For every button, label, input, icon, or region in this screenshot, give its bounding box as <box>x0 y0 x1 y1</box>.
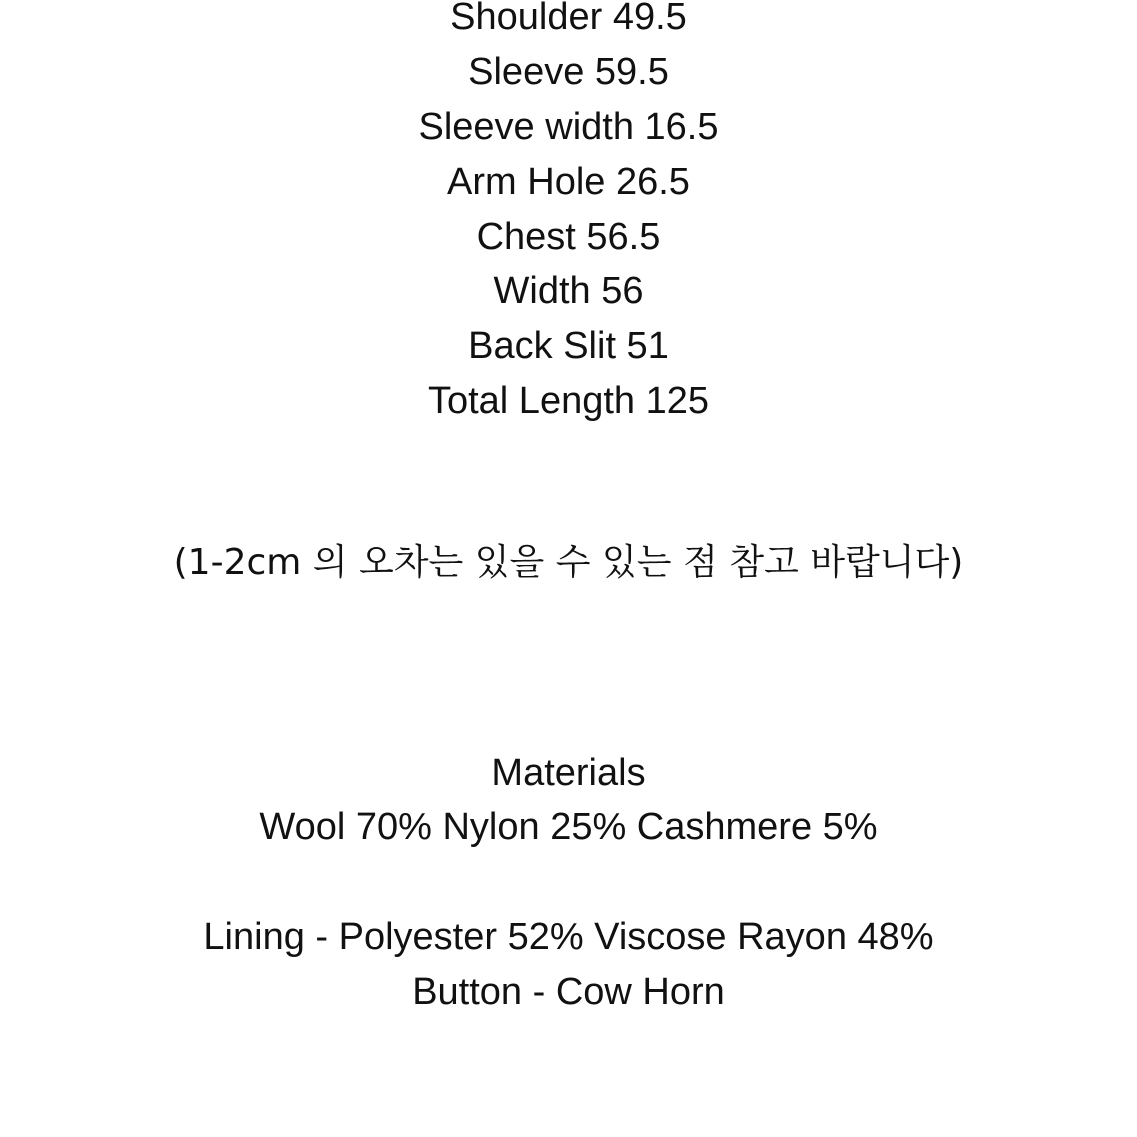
measurement-total-length: Total Length 125 <box>427 380 709 422</box>
measurement-chest: Chest 56.5 <box>476 216 661 258</box>
measurement-sleeve-width: Sleeve width 16.5 <box>418 106 719 148</box>
measurement-width: Width 56 <box>493 270 644 312</box>
materials-fabric: Wool 70% Nylon 25% Cashmere 5% <box>259 806 878 848</box>
measurement-back-slit: Back Slit 51 <box>468 325 669 367</box>
measurement-sleeve: Sleeve 59.5 <box>468 51 669 93</box>
materials-button: Button - Cow Horn <box>412 971 725 1013</box>
materials-heading: Materials <box>491 752 646 794</box>
tolerance-note: (1-2cm 의 오차는 있을 수 있는 점 참고 바랍니다) <box>173 542 964 583</box>
measurement-shoulder: Shoulder 49.5 <box>450 0 687 38</box>
materials-lining: Lining - Polyester 52% Viscose Rayon 48% <box>203 916 934 958</box>
measurement-arm-hole: Arm Hole 26.5 <box>447 161 690 203</box>
